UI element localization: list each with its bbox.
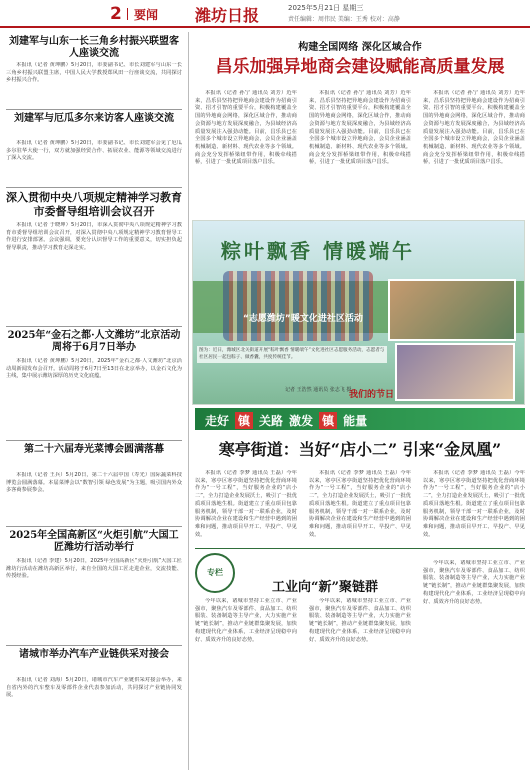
motto-part: 关路 <box>259 414 284 428</box>
feature-title: 寒亭街道：当好“店小二” 引来“金凤凰” <box>218 440 502 459</box>
feature-body-col3: 本报讯（记者 李梦 通讯员 王磊）今年以来，寒亭区寒亭街道坚持把优化营商环境作为“一号工程”，当好服务企业的“店小二”，全力打造企业发展沃土，吸引了一批优质项目落地生根。街道建立了重点项目包靠服务机制，领导干部一对一联系企业，及时协调解决企业在建设和生产经营中遇到的困难和问题，推动项目早开工、早投产、早见效。 <box>423 470 525 538</box>
column-banner <box>195 408 525 430</box>
industry-title: 工业向“新”聚链群 <box>272 580 378 595</box>
divider <box>6 526 182 527</box>
lead-body-col1: 本报讯（记者 孙宁 通讯员 刘芳）近年来，昌乐县坚持把异地商会建设作为招商引资、招才引智的重要平台，积极构建覆盖全国的异地商会网络，深化区域合作，推动商会资源与地方发展深度融合，为县域经济高质量发展注入强劲动能。目前，昌乐县已在全国多个城市设立异地商会，会员企业涵盖机械制造、新材料、现代农业等多个领域。商会充分发挥桥梁纽带作用，积极牵线搭桥，引进了一批优质项目落户昌乐。 <box>195 90 297 166</box>
divider <box>6 109 182 110</box>
divider <box>6 187 182 188</box>
story7-title: 诸城市举办汽车产业链供采对接会 <box>19 649 169 660</box>
editor-credits: 责任编辑：周伟民 美编：王秀 校对：高静 <box>288 16 400 23</box>
story2-title: 刘建军与厄瓜多尔来访客人座谈交流 <box>14 113 174 124</box>
story1-title: 刘建军与山东一长三角乡村振兴联盟客人座谈交流 <box>9 36 179 59</box>
story6-title: 2025年全国高新区“火炬引航”大国工匠潍坊行活动举行 <box>9 530 179 553</box>
story2-body: 本报讯（记者 黄坤鹏）5月20日，市委副书记、市长刘建军会见了厄瓜多尔驻华大使一行，双方就加强经贸合作、拓展农业、能源等领域交流进行了深入交流。 <box>6 140 182 162</box>
industry-body-col3: 今年以来，诸城市坚持工业立市、产业强市，聚焦汽车及零部件、食品加工、纺织服装、装备制造等主导产业，大力实施产业链“链长制”，推动产业链群集聚发展，加快构建现代化产业体系，工业经济呈现稳中向好、质效齐升的良好态势。 <box>423 560 525 605</box>
dragon-boat-banner <box>192 220 525 405</box>
motto-part: 镇 <box>235 412 253 429</box>
event-photo <box>388 279 516 341</box>
story4-body: 本报讯（记者 黄坤鹏）5月20日，2025年“金石之都·人文潍坊”北京活动周新闻发布会召开。活动周将于6月7日至13日在北京举办，以金石文化为主线，集中展示潍坊深厚的历史文化底蕴。 <box>6 358 182 380</box>
lead-body-col2: 本报讯（记者 孙宁 通讯员 刘芳）近年来，昌乐县坚持把异地商会建设作为招商引资、招才引智的重要平台，积极构建覆盖全国的异地商会网络，深化区域合作，推动商会资源与地方发展深度融合，为县域经济高质量发展注入强劲动能。目前，昌乐县已在全国多个城市设立异地商会，会员企业涵盖机械制造、新材料、现代农业等多个领域。商会充分发挥桥梁纽带作用，积极牵线搭桥，引进了一批优质项目落户昌乐。 <box>309 90 411 166</box>
motto-part: 镇 <box>319 412 337 429</box>
festival-mark: 我们的节日 <box>349 390 395 400</box>
divider <box>6 645 182 646</box>
story5-title: 第二十六届寿光菜博会圆满落幕 <box>24 444 164 455</box>
divider <box>6 326 182 327</box>
divider <box>195 548 525 549</box>
story6-body: 本报讯（记者 李建）5月20日，2025年全国高新区“火炬引航”大国工匠潍坊行活动在潍坊高新区举行，来自全国的大国工匠走进企业，交流技能、传授经验。 <box>6 558 182 580</box>
feature-body-col1: 本报讯（记者 李梦 通讯员 王磊）今年以来，寒亭区寒亭街道坚持把优化营商环境作为“一号工程”，当好服务企业的“店小二”，全力打造企业发展沃土，吸引了一批优质项目落地生根。街道建立了重点项目包靠服务机制，领导干部一对一联系企业，及时协调解决企业在建设和生产经营中遇到的困难和问题，推动项目早开工、早投产、早见效。 <box>195 470 297 538</box>
story3-title: 深入贯彻中央八项规定精神学习教育市委督导组培训会议召开 <box>6 191 182 218</box>
masthead <box>0 0 530 28</box>
banner-caption: 图为：近日，潍城区北关街道开展“粽叶飘香 情暖端午”文化进社区志愿服务活动，志愿者与社区居民一起包粽子、做香囊，共度传统佳节。 <box>197 346 387 363</box>
section-name: 要闻 <box>134 8 159 22</box>
event-photo <box>395 343 515 401</box>
column-rule <box>188 32 189 770</box>
newspaper-logo: 潍坊日报 <box>195 6 260 25</box>
banner-slogan: “志愿潍坊”暖文化进社区活动 <box>243 314 363 324</box>
motto-part: 走好 <box>205 414 230 428</box>
banner-title: 粽叶飘香 情暖端午 <box>221 239 415 263</box>
motto-part: 激发 <box>289 414 314 428</box>
photo-credit: 记者 王浩然 通讯员 张志飞 摄 <box>285 387 352 393</box>
divider <box>6 440 182 441</box>
story1-body: 本报讯（记者 黄坤鹏）5月20日，市委副书记、市长刘建军与山东一长三角乡村振兴联盟主席，中国人民大学教授郑风田一行座谈交流，共同探讨乡村振兴合作。 <box>6 62 182 84</box>
feature-body-col2: 本报讯（记者 李梦 通讯员 王磊）今年以来，寒亭区寒亭街道坚持把优化营商环境作为“一号工程”，当好服务企业的“店小二”，全力打造企业发展沃土，吸引了一批优质项目落地生根。街道建立了重点项目包靠服务机制，领导干部一对一联系企业，及时协调解决企业在建设和生产经营中遇到的困难和问题，推动项目早开工、早投产、早见效。 <box>309 470 411 538</box>
story7-body: 本报讯（记者 刘海）5月20日，诸城市汽车产业链供采对接会举办，来自省内外的汽车整车及零部件企业代表参加活动，共同探讨产业链协同发展。 <box>6 677 182 699</box>
column-badge: 专栏 <box>195 553 235 593</box>
motto-part: 能量 <box>343 414 368 428</box>
page-number: 2 <box>110 4 122 24</box>
volunteer-group-photo <box>223 271 373 341</box>
divider <box>127 8 128 20</box>
story4-title: 2025年“金石之都·人文潍坊”北京活动周将于6月7日举办 <box>7 330 181 353</box>
lead-kicker: 构建全国网络 深化区域合作 <box>298 42 422 53</box>
issue-date: 2025年5月21日 星期三 <box>288 4 364 12</box>
industry-body-col1: 今年以来，诸城市坚持工业立市、产业强市，聚焦汽车及零部件、食品加工、纺织服装、装备制造等主导产业，大力实施产业链“链长制”，推动产业链群集聚发展，加快构建现代化产业体系，工业经济呈现稳中向好、质效齐升的良好态势。 <box>195 598 297 643</box>
lead-title: 昌乐加强异地商会建设赋能高质量发展 <box>215 57 505 77</box>
industry-body-col2: 今年以来，诸城市坚持工业立市、产业强市，聚焦汽车及零部件、食品加工、纺织服装、装备制造等主导产业，大力实施产业链“链长制”，推动产业链群集聚发展，加快构建现代化产业体系，工业经济呈现稳中向好、质效齐升的良好态势。 <box>309 598 411 643</box>
lead-body-col3: 本报讯（记者 孙宁 通讯员 刘芳）近年来，昌乐县坚持把异地商会建设作为招商引资、招才引智的重要平台，积极构建覆盖全国的异地商会网络，深化区域合作，推动商会资源与地方发展深度融合，为县域经济高质量发展注入强劲动能。目前，昌乐县已在全国多个城市设立异地商会，会员企业涵盖机械制造、新材料、现代农业等多个领域。商会充分发挥桥梁纽带作用，积极牵线搭桥，引进了一批优质项目落户昌乐。 <box>423 90 525 166</box>
story5-body: 本报讯（记者 王兵）5月20日，第二十六届中国（寿光）国际蔬菜科技博览会圆满落幕。本届菜博会以“数智引领 绿色发展”为主题，吸引国内外众多客商参展参会。 <box>6 472 182 494</box>
story3-body: 本报讯（记者 于晓坤）5月20日，市深入贯彻中央八项规定精神学习教育市委督导组培训会议召开，对深入贯彻中央八项规定精神学习教育督导工作进行安排部署。会议强调，要充分认识督导工作的重要意义，切实担负起督导职责，推动学习教育走深走实。 <box>6 222 182 252</box>
